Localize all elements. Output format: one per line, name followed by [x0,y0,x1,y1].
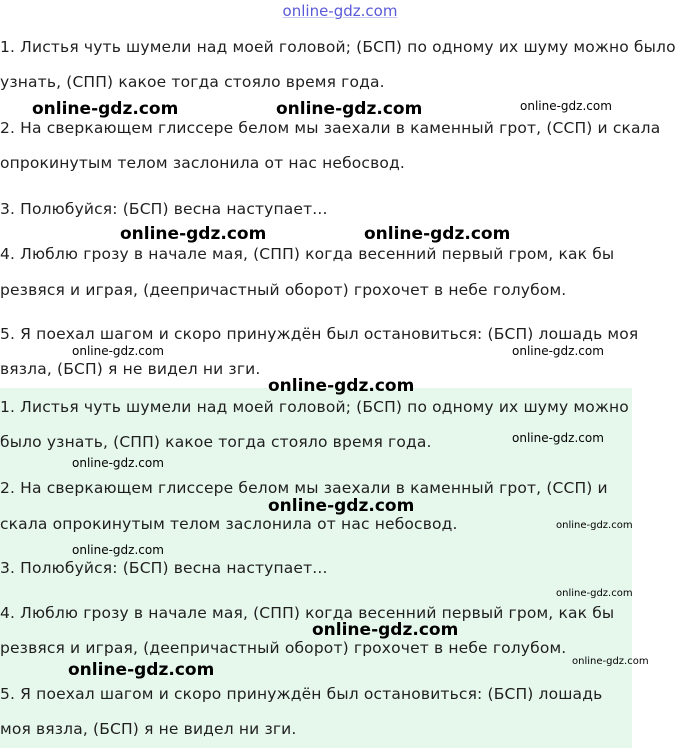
watermark: online-gdz.com [364,224,511,244]
question-line-6: 4. Люблю грозу в начале мая, (СПП) когда весенний первый гром, как бы [0,245,615,263]
question-line-4: опрокинутым телом заслонила от нас небосвод. [0,154,405,172]
answer-line-3: 2. На сверкающем глиссере белом мы заехали в каменный грот, (ССП) и [0,479,608,497]
answer-line-2: было узнать, (СПП) какое тогда стояло время года. [0,433,432,451]
answer-line-9: моя вязла, (БСП) я не видел ни зги. [0,720,297,738]
watermark: online-gdz.com [268,496,415,516]
watermark: online-gdz.com [268,376,415,396]
question-line-7: резвяся и играя, (деепричастный оборот) грохочет в небе голубом. [0,281,567,299]
answer-line-4: скала опрокинутым телом заслонила от нас небосвод. [0,515,458,533]
watermark: online-gdz.com [120,224,267,244]
watermark: online-gdz.com [276,99,423,119]
question-line-5: 3. Полюбуйся: (БСП) весна наступает... [0,200,328,218]
question-line-9: вязла, (БСП) я не видел ни зги. [0,360,261,378]
answer-line-8: 5. Я поехал шагом и скоро принуждён был остановиться: (БСП) лошадь [0,685,603,703]
question-line-1: 1. Листья чуть шумели над моей головой; (БСП) по одному их шуму можно было [0,38,676,56]
watermark: online-gdz.com [556,520,633,531]
watermark: online-gdz.com [72,344,164,358]
answer-line-6: 4. Люблю грозу в начале мая, (СПП) когда весенний первый гром, как бы [0,604,615,622]
watermark: online-gdz.com [72,456,164,470]
watermark: online-gdz.com [68,660,215,680]
answer-line-7: резвяся и играя, (деепричастный оборот) грохочет в небе голубом. [0,639,567,657]
watermark: online-gdz.com [312,620,459,640]
watermark: online-gdz.com [32,99,179,119]
watermark: online-gdz.com [572,656,649,667]
question-line-8: 5. Я поехал шагом и скоро принуждён был остановиться: (БСП) лошадь моя [0,325,639,343]
question-line-2: узнать, (СПП) какое тогда стояло время года. [0,73,385,91]
watermark: online-gdz.com [520,99,612,113]
watermark: online-gdz.com [512,344,604,358]
answer-line-5: 3. Полюбуйся: (БСП) весна наступает... [0,559,328,577]
question-line-3: 2. На сверкающем глиссере белом мы заехали в каменный грот, (ССП) и скала [0,119,661,137]
watermark: online-gdz.com [72,543,164,557]
answer-line-1: 1. Листья чуть шумели над моей головой; (БСП) по одному их шуму можно [0,398,629,416]
site-watermark-header: online-gdz.com [282,2,398,20]
watermark: online-gdz.com [556,588,633,599]
watermark: online-gdz.com [512,431,604,445]
